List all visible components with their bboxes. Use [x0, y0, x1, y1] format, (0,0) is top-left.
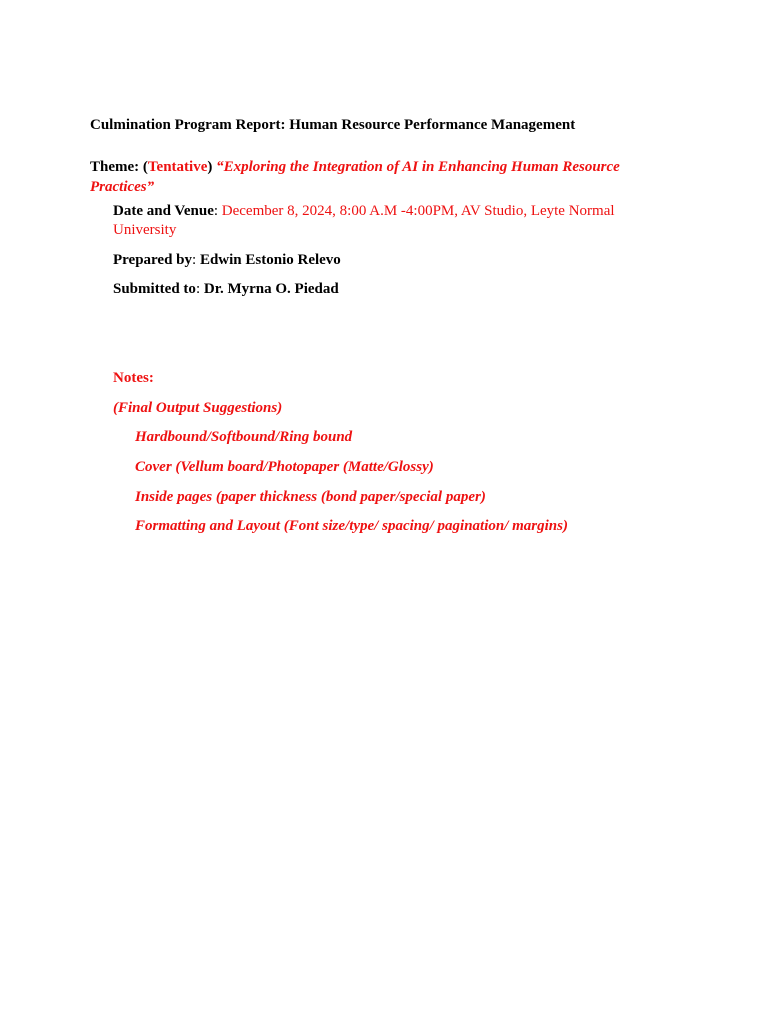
notes-item: Inside pages (paper thickness (bond paper/special paper) [135, 489, 486, 505]
submitted-to-label: Submitted to [113, 281, 196, 297]
report-title: Culmination Program Report: Human Resource Performance Management [90, 117, 576, 133]
submitted-to-value: Dr. Myrna O. Piedad [200, 281, 339, 297]
prepared-by-value: Edwin Estonio Relevo [196, 252, 341, 268]
date-venue-line-2: University [113, 222, 177, 238]
date-venue-colon: : [213, 203, 219, 219]
date-venue-line-1 [113, 201, 615, 221]
prepared-by-colon: : [192, 252, 197, 268]
date-venue-label: Date and Venue [113, 203, 214, 219]
theme-label: Theme: [90, 159, 140, 175]
theme-tentative: Tentative [147, 159, 208, 175]
prepared-by-label: Prepared by [113, 252, 193, 268]
notes-item: Hardbound/Softbound/Ring bound [135, 429, 353, 445]
date-venue-value: December 8, 2024, 8:00 A.M -4:00PM, AV Studio, Leyte Normal [218, 203, 615, 219]
theme-title-line-2: Practices” [90, 179, 155, 195]
submitted-to-line [113, 279, 339, 299]
notes-heading: Notes: [113, 370, 154, 386]
notes-item: Cover (Vellum board/Photopaper (Matte/Glossy) [135, 459, 434, 475]
notes-item: Formatting and Layout (Font size/type/ spacing/ pagination/ margins) [135, 518, 568, 534]
theme-close-paren: ) [207, 159, 213, 175]
theme-title-line-1: “Exploring the Integration of AI in Enhancing Human Resource [212, 159, 620, 175]
theme-line-1 [90, 157, 620, 177]
theme-open-paren: ( [139, 159, 148, 175]
prepared-by-line [113, 250, 341, 270]
submitted-to-colon: : [195, 281, 201, 297]
notes-subheading: (Final Output Suggestions) [113, 400, 283, 416]
